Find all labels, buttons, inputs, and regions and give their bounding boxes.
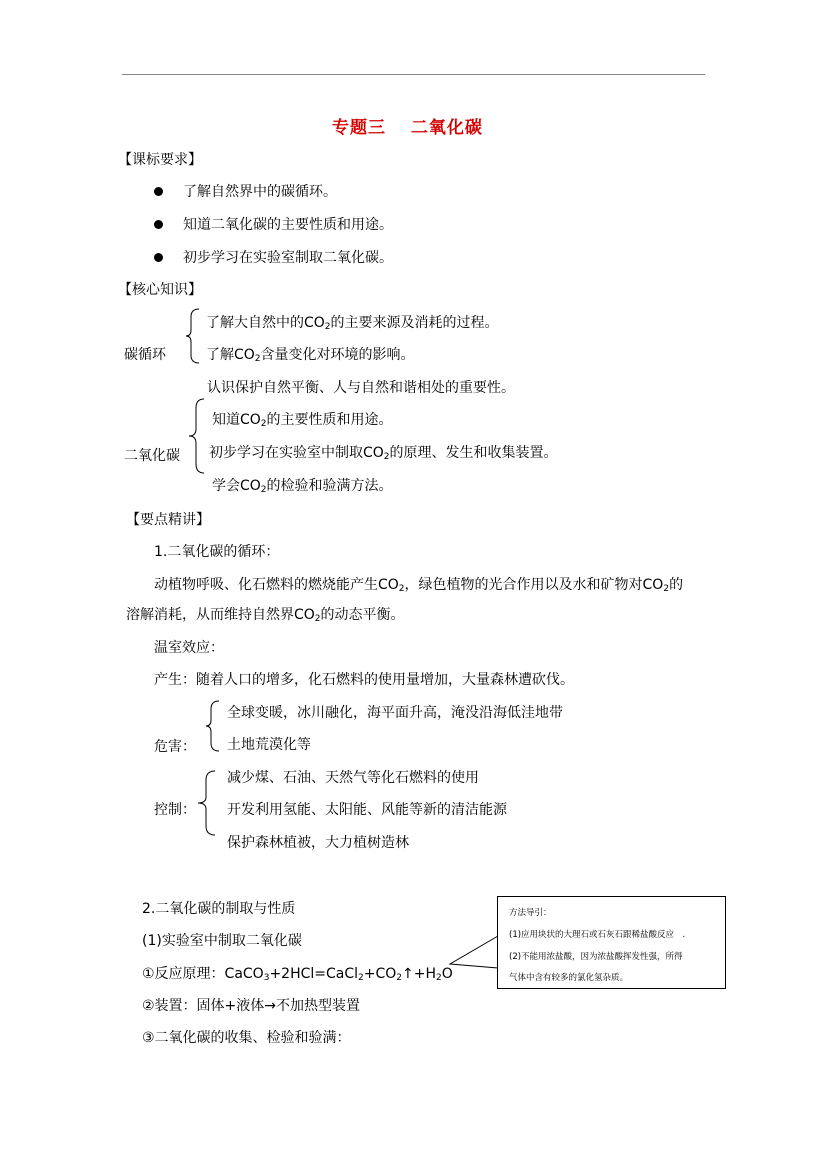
co2-line-2: 知道$CO_2$的主要性质和用途。 [212, 412, 393, 429]
control-line-2: 开发利用氢能、太阳能、风能等新的清洁能源 [227, 802, 507, 818]
method-note-title: 方法导引： [509, 908, 552, 918]
callout-pointer-icon [449, 935, 499, 969]
page-title: 专题三 二氧化碳 [332, 118, 483, 138]
co2-label: 二氧化碳 [124, 448, 180, 464]
reaction-principle: ①反应原理：$CaCO_3+2HCl=CaCl_2+CO_2↑+H_2O$ [142, 966, 453, 983]
section-2-title: 2.二氧化碳的制取与性质 [142, 901, 296, 917]
brace-icon [205, 700, 221, 752]
section-1-para-line-1: 动植物呼吸、化石燃料的燃烧能产生$CO_2$，绿色植物的光合作用以及水和矿物对$CO_2$的 [154, 577, 684, 594]
header-rule [122, 74, 705, 75]
curriculum-item-1: 了解自然界中的碳循环。 [183, 184, 337, 200]
co2-line-1: 认识保护自然平衡、人与自然和谐相处的重要性。 [207, 380, 515, 396]
curriculum-heading: 【课标要求】 [118, 152, 202, 168]
harm-line-1: 全球变暖，冰川融化，海平面升高，淹没沿海低洼地带 [227, 705, 563, 721]
apparatus: ②装置：固体+液体→不加热型装置 [142, 998, 361, 1014]
greenhouse-cause: 产生：随着人口的增多，化石燃料的使用量增加，大量森林遭砍伐。 [154, 672, 574, 688]
section-2-sub-1: (1)实验室中制取二氧化碳 [142, 933, 302, 949]
collection-test: ③二氧化碳的收集、检验和验满： [142, 1030, 351, 1046]
curriculum-item-2: 知道二氧化碳的主要性质和用途。 [183, 217, 393, 233]
control-line-3: 保护森林植被，大力植树造林 [227, 835, 409, 851]
harm-line-2: 土地荒漠化等 [227, 737, 311, 753]
brace-icon [197, 770, 217, 836]
bullet-icon [154, 253, 163, 262]
method-note-line-1: (1)应用块状的大理石或石灰石跟稀盐酸反应 . [509, 930, 686, 940]
method-note-line-3: 气体中含有较多的氯化氢杂质。 [509, 973, 629, 983]
co2-line-4: 学会$CO_2$的检验和验满方法。 [212, 478, 393, 495]
section-1-para-line-2: 溶解消耗，从而维持自然界$CO_2$的动态平衡。 [126, 607, 405, 624]
bullet-icon [154, 220, 163, 229]
brace-icon [188, 398, 206, 474]
carbon-cycle-line-1: 了解大自然中的$CO_2$的主要来源及消耗的过程。 [206, 315, 499, 332]
co2-line-3: 初步学习在实验室中制取$CO_2$的原理、发生和收集装置。 [209, 445, 558, 462]
brace-icon [185, 308, 201, 364]
control-label: 控制： [154, 802, 196, 818]
greenhouse-heading: 温室效应： [154, 640, 224, 656]
section-1-title: 1.二氧化碳的循环： [154, 544, 280, 560]
carbon-cycle-label: 碳循环 [124, 347, 166, 363]
carbon-cycle-line-2: 了解$CO_2$含量变化对环境的影响。 [206, 347, 415, 364]
harm-label: 危害： [154, 739, 196, 755]
curriculum-item-3: 初步学习在实验室制取二氧化碳。 [183, 250, 393, 266]
method-note-box [497, 896, 726, 989]
method-note-line-2: (2)不能用浓盐酸，因为浓盐酸挥发性强，所得 [509, 952, 683, 962]
key-points-heading: 【要点精讲】 [126, 512, 210, 528]
control-line-1: 减少煤、石油、天然气等化石燃料的使用 [227, 770, 479, 786]
core-heading: 【核心知识】 [118, 282, 202, 298]
bullet-icon [154, 187, 163, 196]
